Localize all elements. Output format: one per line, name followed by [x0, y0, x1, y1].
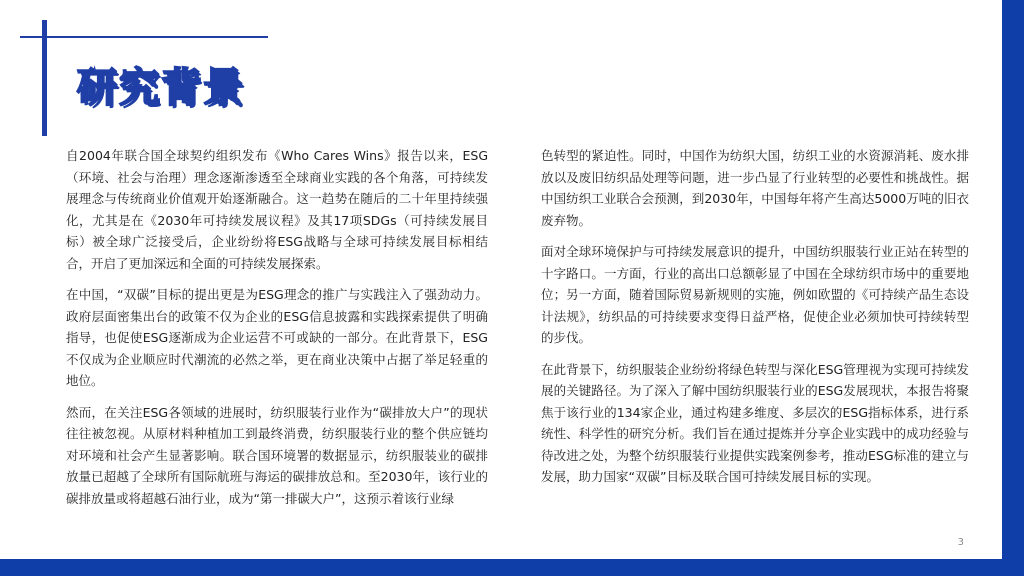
page-title: 研究背景 [77, 65, 245, 111]
right-accent-band [1002, 0, 1024, 576]
left-text-column [66, 145, 488, 519]
paragraph: 在此背景下，纺织服装企业纷纷将绿色转型与深化ESG管理视为实现可持续发展的关键路径。为了深入了解中国纺织服装行业的ESG发展现状，本报告将聚焦于该行业的134家企业，通过构建多维度、多层次的ESG指标体系，进行系统性、科学性的研究分析。我们旨在通过提炼并分享企业实践中的成功经验与待改进之处，为整个纺织服装行业提供实践案例参考，推动ESG标准的建立与发展，助力国家“双碳”目标及联合国可持续发展目标的实现。 [541, 361, 969, 484]
page-number: 3 [957, 537, 964, 548]
paragraph: 然而，在关注ESG各领域的进展时，纺织服装行业作为“碳排放大户”的现状往往被忽视。从原材料种植加工到最终消费，纺织服装行业的整个供应链均对环境和社会产生显著影响。联合国环境署的数据显示，纺织服装业的碳排放量已超越了全球所有国际航班与海运的碳排放总和。至2030年，该行业的碳排放量或将超越石油行业，成为“第一排碳大户”，这预示着该行业绿 [66, 404, 488, 506]
paragraph: 自2004年联合国全球契约组织发布《Who Cares Wins》报告以来，ESG（环境、社会与治理）理念逐渐渗透至全球商业实践的各个角落，可持续发展理念与传统商业价值观开始逐渐融合。这一趋势在随后的二十年里持续强化，尤其是在《2030年可持续发展议程》及其17项SDGs（可持续发展目标）被全球广泛接受后，企业纷纷将ESG战略与全球可持续发展目标相结合，开启了更加深远和全面的可持续发展探索。 [66, 148, 488, 271]
paragraph: 在中国，“双碳”目标的提出更是为ESG理念的推广与实践注入了强劲动力。政府层面密集出台的政策不仅为企业的ESG信息披露和实践探索提供了明确指导，也促使ESG逐渐成为企业运营不可或缺的一部分。在此背景下，ESG不仅成为企业顺应时代潮流的必然之举，更在商业决策中占据了举足轻重的地位。 [66, 287, 488, 388]
paragraph: 色转型的紧迫性。同时，中国作为纺织大国，纺织工业的水资源消耗、废水排放以及废旧纺织品处理等问题，进一步凸显了行业转型的必要性和挑战性。据中国纺织工业联合会预测，到2030年，中国每年将产生高达5000万吨的旧衣废弃物。 [541, 148, 969, 228]
title-accent-line [20, 36, 268, 38]
bottom-accent-band [0, 559, 1024, 576]
right-text-column [541, 145, 969, 498]
title-accent-bar [42, 20, 47, 136]
paragraph: 面对全球环境保护与可持续发展意识的提升，中国纺织服装行业正站在转型的十字路口。一方面，行业的高出口总额彰显了中国在全球纺织市场中的重要地位；另一方面，随着国际贸易新规则的实施，例如欧盟的《可持续产品生态设计法规》，纺织品的可持续要求变得日益严格，促使企业必须加快可持续转型的步伐。 [541, 244, 969, 345]
